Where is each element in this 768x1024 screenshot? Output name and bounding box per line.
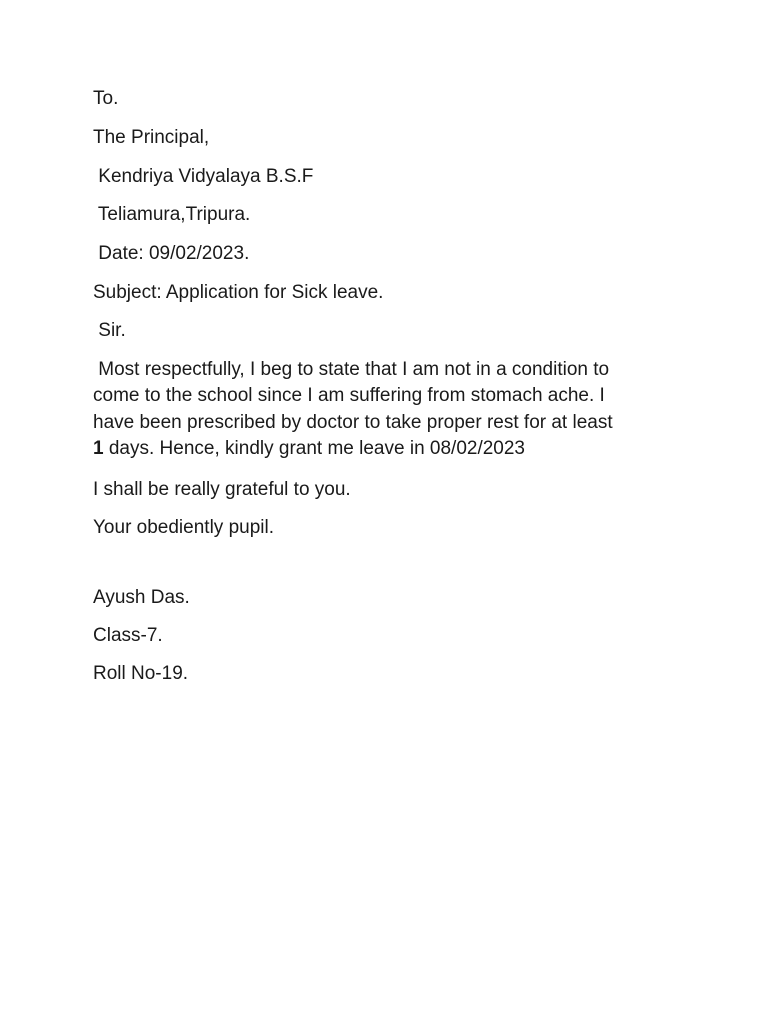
closing-thanks: I shall be really grateful to you. — [93, 479, 351, 500]
salutation: Sir. — [93, 320, 126, 341]
school-location: Teliamura,Tripura. — [93, 204, 251, 225]
body-line-last — [93, 436, 693, 462]
letter-date: Date: 09/02/2023. — [93, 243, 250, 264]
body-line: Most respectfully, I beg to state that I am not in a condition to — [93, 359, 610, 380]
body-line: come to the school since I am suffering from stomach ache. I — [93, 385, 605, 407]
to-line: To. — [93, 88, 119, 109]
signature-roll: Roll No-19. — [93, 663, 189, 684]
recipient-title: The Principal, — [93, 127, 210, 148]
body-paragraph — [93, 357, 693, 462]
leave-days-number: 1 — [93, 437, 104, 459]
signature-class: Class-7. — [93, 625, 163, 646]
closing: Your obediently pupil. — [93, 517, 274, 538]
body-line-rest: days. Hence, kindly grant me leave in 08/02/2023 — [103, 437, 526, 459]
school-name: Kendriya Vidyalaya B.S.F — [93, 166, 314, 187]
subject-line: Subject: Application for Sick leave. — [93, 282, 384, 303]
signature-name: Ayush Das. — [93, 587, 190, 608]
body-line: have been prescribed by doctor to take proper rest for at least — [93, 411, 613, 433]
